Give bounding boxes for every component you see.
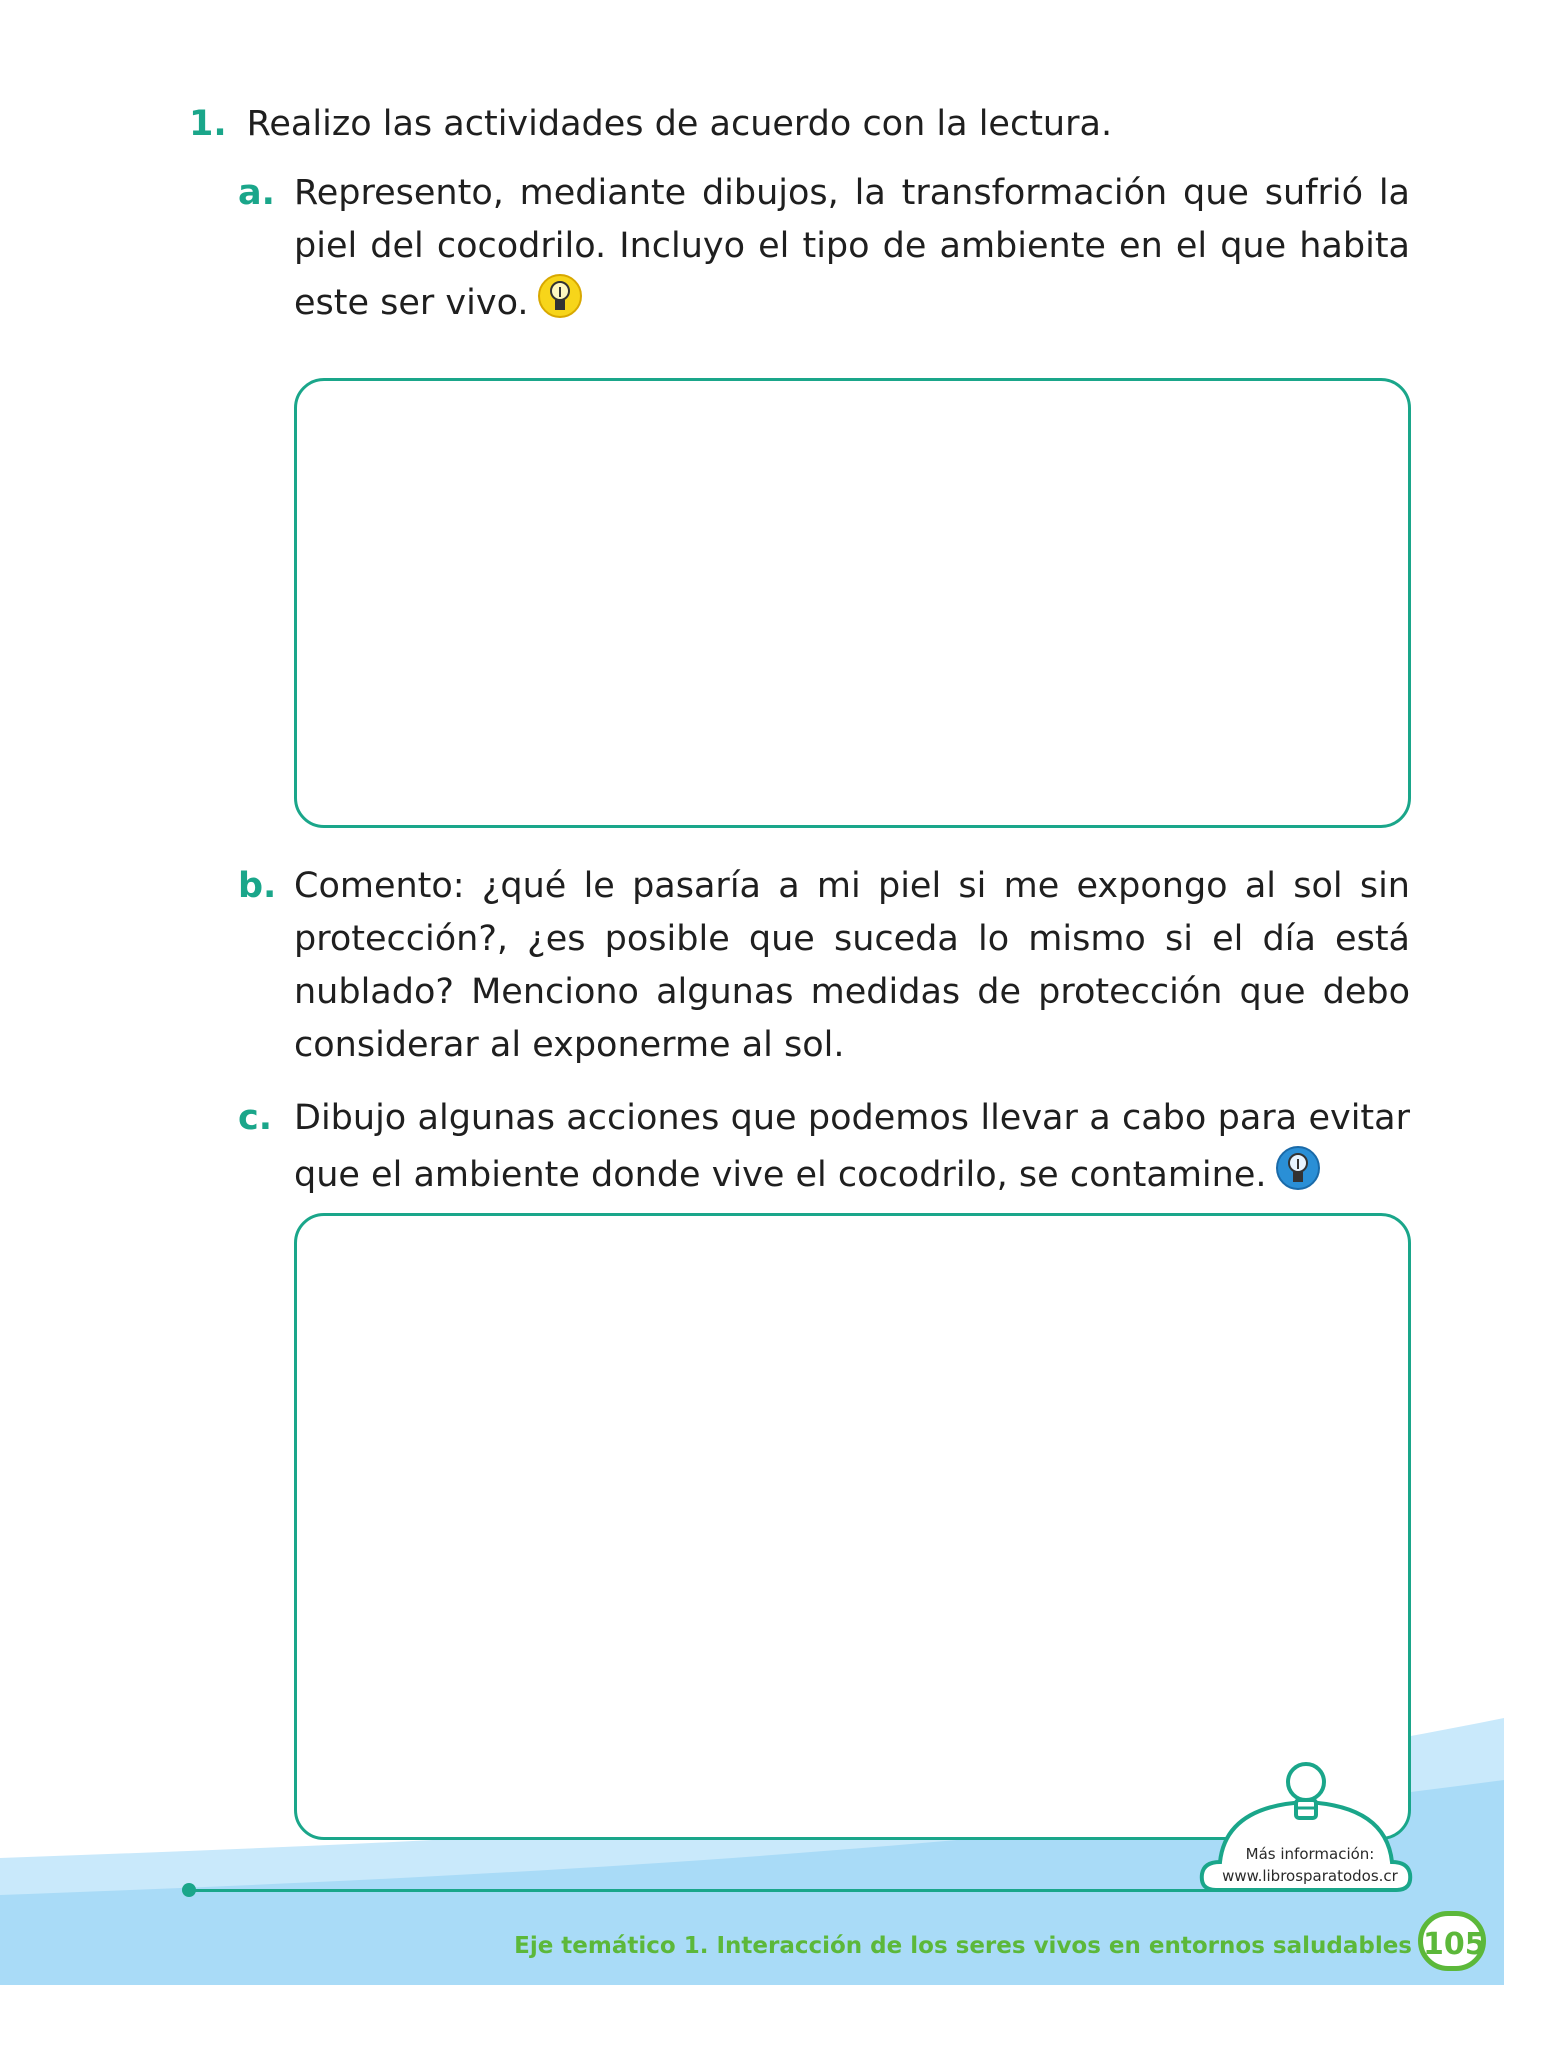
item-letter: b.: [238, 866, 277, 906]
drawing-area-a[interactable]: [294, 378, 1411, 828]
footer-divider: [190, 1889, 1290, 1892]
footer-axis-title: Eje temático 1. Interacción de los seres vivos en entornos saludables: [514, 1933, 1412, 1959]
more-info-label: Más información:: [1245, 1845, 1375, 1863]
item-text: Dibujo algunas acciones que podemos llevar a cabo para evitar que el ambiente donde vive el cocodrilo, se contamine.: [294, 1098, 1410, 1195]
question-number: 1.: [189, 104, 227, 144]
item-text: Comento: ¿qué le pasaría a mi piel si me expongo al sol sin protección?, ¿es posible que suceda lo mismo si el día está nublado? Menciono algunas medidas de protección que debo considerar al exponerme al sol.: [294, 866, 1410, 1065]
question-text: Realizo las actividades de acuerdo con la lectura.: [246, 104, 1113, 144]
item-letter: a.: [238, 173, 275, 213]
item-text: Represento, mediante dibujos, la transformación que sufrió la piel del cocodrilo. Incluyo el tipo de ambiente en el que habita este ser vivo.: [294, 173, 1410, 323]
drawing-area-c[interactable]: [294, 1213, 1411, 1840]
item-letter: c.: [238, 1098, 273, 1138]
page-number: 105: [1418, 1911, 1486, 1971]
more-info-link[interactable]: www.librosparatodos.cr: [1222, 1867, 1398, 1885]
